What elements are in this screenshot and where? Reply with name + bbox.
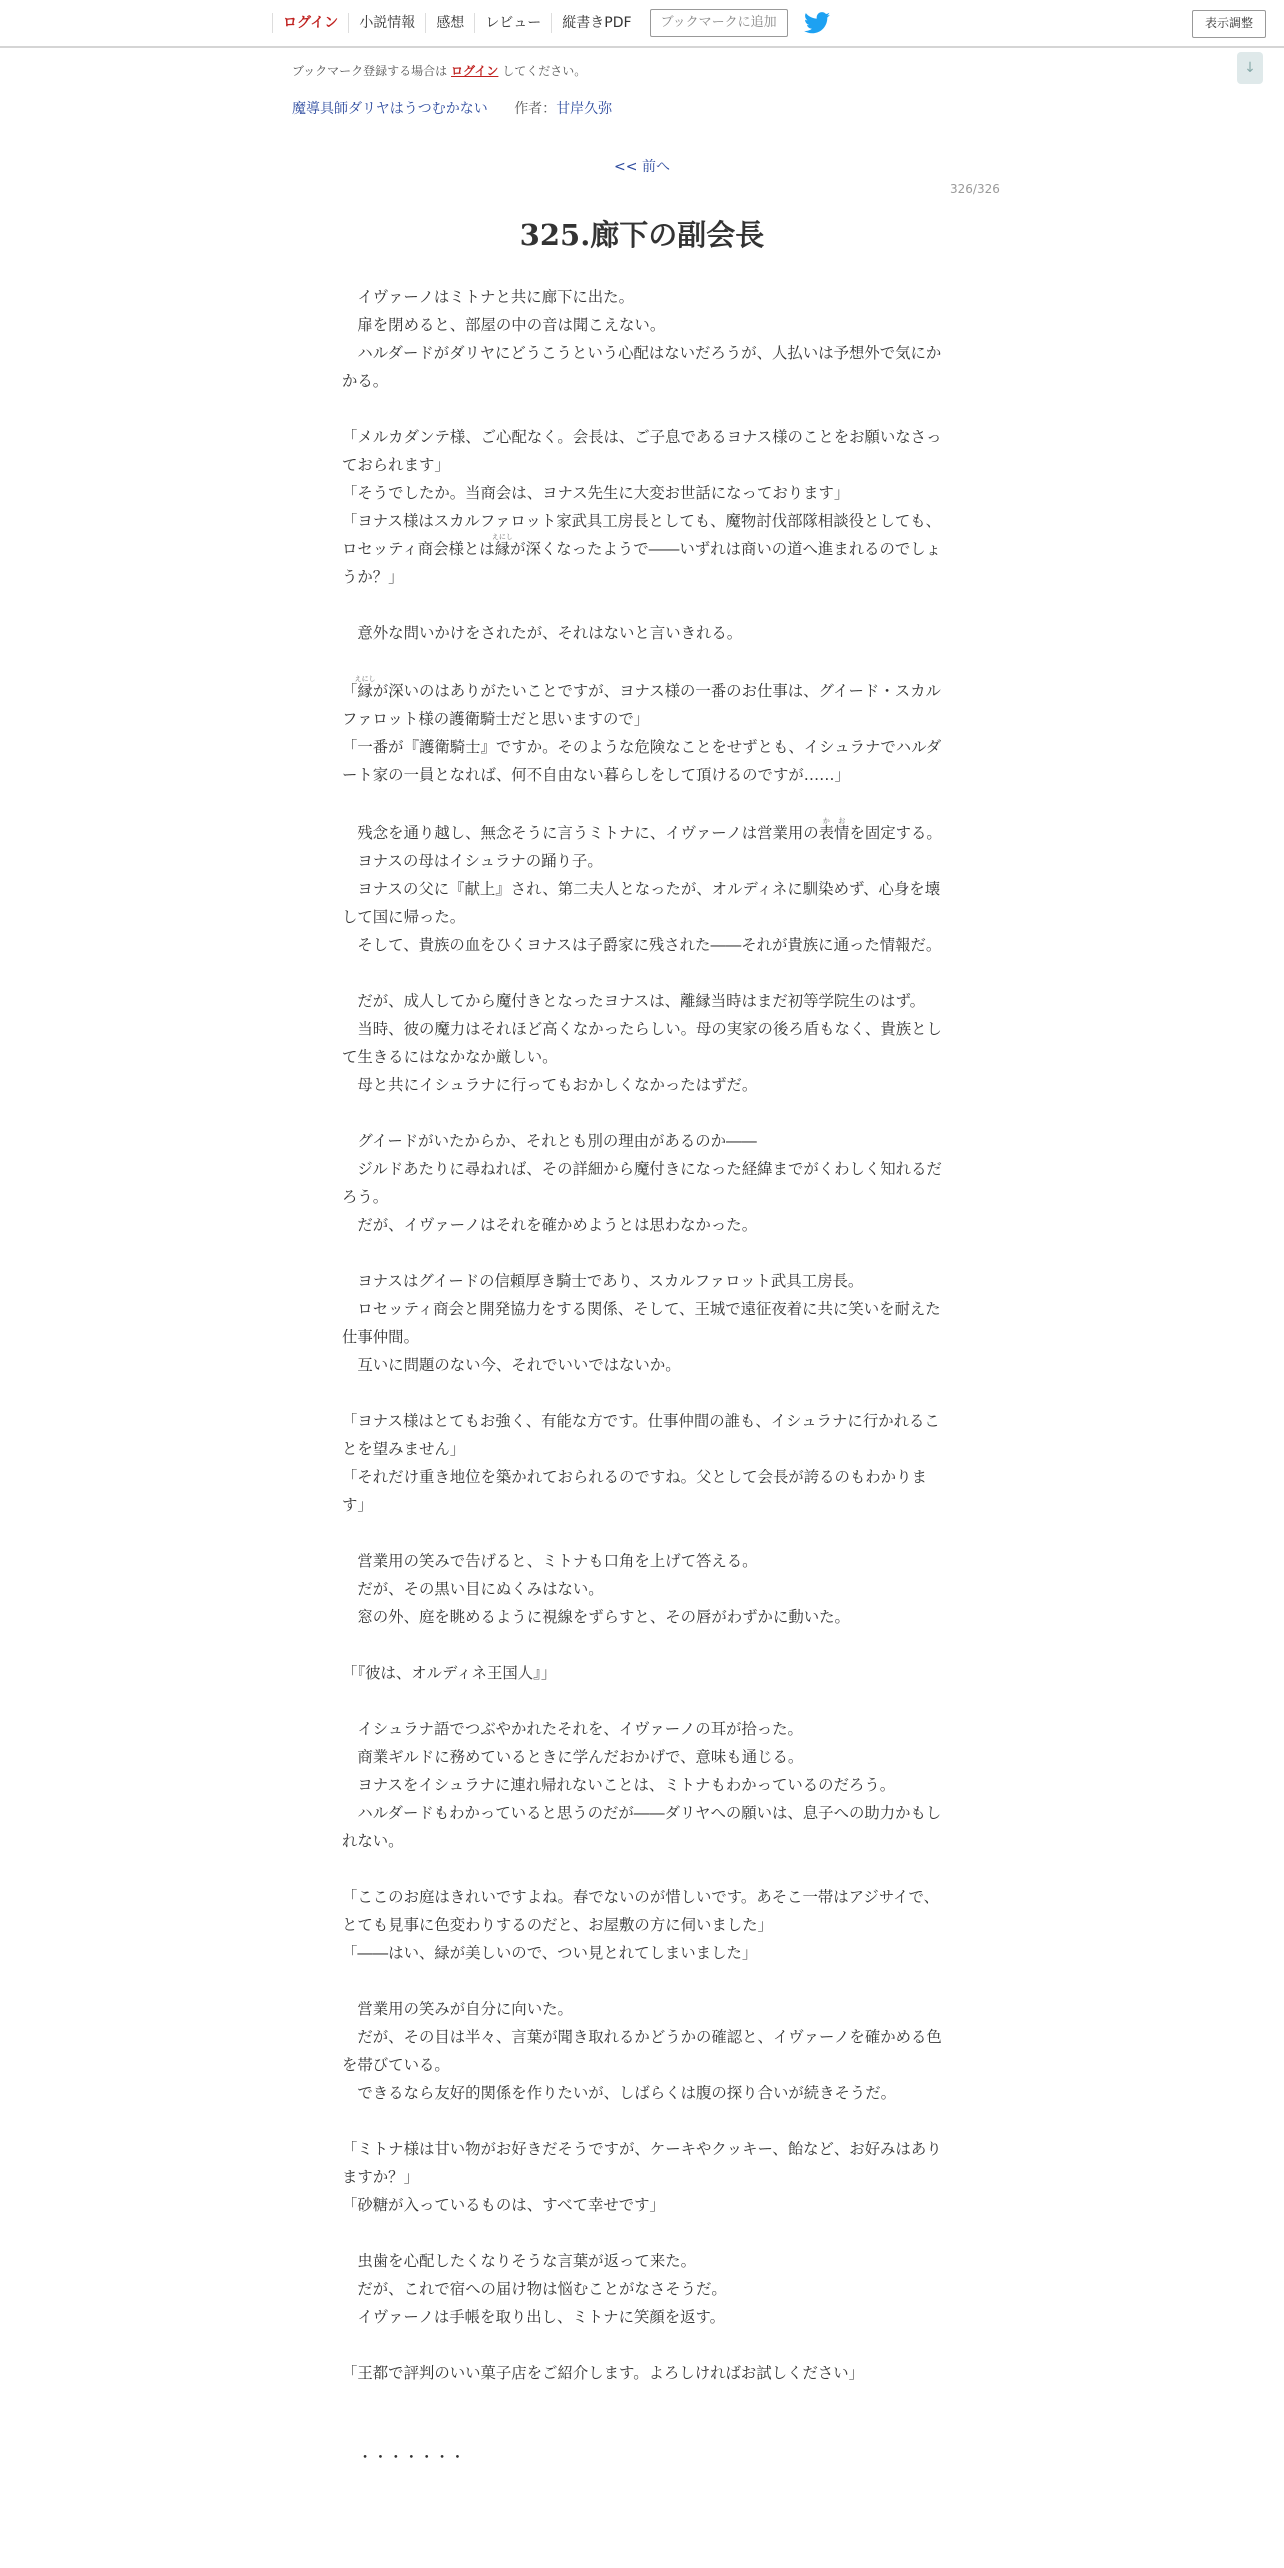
blank-line xyxy=(342,395,942,423)
body-paragraph: 「砂糖が入っているものは、すべて幸せです」 xyxy=(342,2196,665,2214)
nav-vertical-pdf[interactable]: 縦書きPDF xyxy=(551,13,641,33)
author-label: 作者： xyxy=(514,101,557,117)
prev-page-link-wrap xyxy=(0,156,1284,176)
body-paragraph: ヨナスの母はイシュラナの踊り子。 xyxy=(342,852,603,870)
blank-line xyxy=(342,1855,942,1883)
blank-line xyxy=(342,1239,942,1267)
ruby-annotation: 縁えにし xyxy=(354,675,376,700)
top-header xyxy=(0,0,1284,48)
body-paragraph: 残念を通り越し、無念そうに言うミトナに、イヴァーノは営業用の表情かおを固定する。 xyxy=(342,817,942,842)
body-paragraph: 「――はい、緑が美しいので、つい見とれてしまいました」 xyxy=(342,1944,758,1962)
blank-line xyxy=(342,1099,942,1127)
body-paragraph: 窓の外、庭を眺めるように視線をずらすと、その唇がわずかに動いた。 xyxy=(342,1608,850,1626)
body-paragraph: 「そうでしたか。当商会は、ヨナス先生に大変お世話になっております」 xyxy=(342,484,850,502)
body-paragraph: そして、貴族の血をひくヨナスは子爵家に残された――それが貴族に通った情報だ。 xyxy=(342,936,942,954)
nav-review[interactable]: レビュー xyxy=(474,13,551,33)
body-paragraph: ヨナスの父に『献上』され、第二夫人となったが、オルディネに馴染めず、心身を壊して国に帰った。 xyxy=(342,880,941,926)
body-paragraph: ・・・・・・・ xyxy=(342,2448,466,2466)
body-paragraph: 扉を閉めると、部屋の中の音は聞こえない。 xyxy=(342,316,666,334)
body-paragraph: 「『彼は、オルディネ王国人』」 xyxy=(342,1664,557,1682)
notice-text-after: してください。 xyxy=(502,64,587,78)
blank-line xyxy=(342,2387,942,2415)
body-paragraph: だが、その黒い目にぬくみはない。 xyxy=(342,1580,604,1598)
blank-line xyxy=(342,2415,942,2443)
notice-login-link[interactable]: ログイン xyxy=(451,64,499,78)
twitter-bird-shape xyxy=(804,12,830,34)
blank-line xyxy=(342,1967,942,1995)
body-paragraph: グイードがいたからか、それとも別の理由があるのか―― xyxy=(342,1132,757,1150)
body-paragraph: 「ヨナス様はとてもお強く、有能な方です。仕事仲間の誰も、イシュラナに行かれることを望みません」 xyxy=(342,1412,940,1458)
notice-text-before: ブックマーク登録する場合は xyxy=(292,64,448,78)
blank-line xyxy=(342,647,942,675)
chapter-body xyxy=(342,283,942,2471)
nav-login[interactable]: ログイン xyxy=(272,13,348,33)
blank-line xyxy=(342,1519,942,1547)
body-paragraph: イヴァーノは手帳を取り出し、ミトナに笑顔を返す。 xyxy=(342,2308,726,2326)
novel-info xyxy=(292,98,612,118)
body-paragraph: ヨナスはグイードの信頼厚き騎士であり、スカルファロット武具工房長。 xyxy=(342,1272,864,1290)
body-paragraph: だが、イヴァーノはそれを確かめようとは思わなかった。 xyxy=(342,1216,758,1234)
blank-line xyxy=(342,1631,942,1659)
blank-line xyxy=(342,1379,942,1407)
body-paragraph: 営業用の笑みが自分に向いた。 xyxy=(342,2000,573,2018)
add-bookmark-button[interactable]: ブックマークに追加 xyxy=(650,9,788,37)
body-paragraph: ヨナスをイシュラナに連れ帰れないことは、ミトナもわかっているのだろう。 xyxy=(342,1776,896,1794)
nav-novel-info[interactable]: 小説情報 xyxy=(348,13,425,33)
body-paragraph: だが、その目は半々、言葉が聞き取れるかどうかの確認と、イヴァーノを確かめる色を帯びている。 xyxy=(342,2028,942,2074)
twitter-icon[interactable] xyxy=(804,12,830,34)
chapter-title: 325.廊下の副会長 xyxy=(519,218,765,252)
body-paragraph: 意外な問いかけをされたが、それはないと言いきれる。 xyxy=(342,624,743,642)
body-paragraph: 「ここのお庭はきれいですよね。春でないのが惜しいです。あそこ一帯はアジサイで、とても見事に色変わりするのだと、お屋敷の方に伺いました」 xyxy=(342,1888,940,1934)
body-paragraph: 商業ギルドに務めているときに学んだおかげで、意味も通じる。 xyxy=(342,1748,804,1766)
blank-line xyxy=(342,2107,942,2135)
blank-line xyxy=(342,2219,942,2247)
body-paragraph: 「王都で評判のいい菓子店をご紹介します。よろしければお試しください」 xyxy=(342,2364,865,2382)
ruby-annotation: 縁えにし xyxy=(491,533,513,558)
display-settings-button[interactable]: 表示調整 xyxy=(1192,10,1266,38)
body-paragraph: 「一番が『護衛騎士』ですか。そのような危険なことをせずとも、イシュラナでハルダート家の一員となれば、何不自由ない暮らしをして頂けるのですが……」 xyxy=(342,738,942,784)
body-paragraph: 「ヨナス様はスカルファロット家武具工房長としても、魔物討伐部隊相談役としても、ロセッティ商会様とは縁えにしが深くなったようで――いずれは商いの道へ進まれるのでしょうか？」 xyxy=(342,512,942,586)
header-nav xyxy=(272,0,830,46)
body-paragraph: ハルダードもわかっていると思うのだが――ダリヤへの願いは、息子への助力かもしれない。 xyxy=(342,1804,942,1850)
body-paragraph: 「ミトナ様は甘い物がお好きだそうですが、ケーキやクッキー、飴など、お好みはありますか？」 xyxy=(342,2140,942,2186)
blank-line xyxy=(342,959,942,987)
blank-line xyxy=(342,1687,942,1715)
page-number: 326/326 xyxy=(950,182,1000,196)
blank-line xyxy=(342,2331,942,2359)
body-paragraph: ロセッティ商会と開発協力をする関係、そして、王城で遠征夜着に共に笑いを耐えた仕事仲間。 xyxy=(342,1300,941,1346)
body-paragraph: イヴァーノはミトナと共に廊下に出た。 xyxy=(342,288,634,306)
body-paragraph: イシュラナ語でつぶやかれたそれを、イヴァーノの耳が拾った。 xyxy=(342,1720,803,1738)
body-paragraph: 母と共にイシュラナに行ってもおかしくなかったはずだ。 xyxy=(342,1076,758,1094)
ruby-annotation: 表情かお xyxy=(818,817,850,842)
body-paragraph: 「縁えにしが深いのはありがたいことですが、ヨナス様の一番のお仕事は、グイード・スカルファロット様の護衛騎士だと思いますので」 xyxy=(342,675,941,728)
login-notice xyxy=(292,62,586,79)
nav-impressions[interactable]: 感想 xyxy=(425,13,474,33)
prev-page-link[interactable]: << 前へ xyxy=(614,159,670,175)
body-paragraph: 当時、彼の魔力はそれほど高くなかったらしい。母の実家の後ろ盾もなく、貴族として生きるにはなかなか厳しい。 xyxy=(342,1020,942,1066)
body-paragraph: 互いに問題のない今、それでいいではないか。 xyxy=(342,1356,681,1374)
blank-line xyxy=(342,789,942,817)
body-paragraph: ジルドあたりに尋ねれば、その詳細から魔付きになった経緯までがくわしく知れるだろう。 xyxy=(342,1160,942,1206)
body-paragraph: 営業用の笑みで告げると、ミトナも口角を上げて答える。 xyxy=(342,1552,758,1570)
arrow-down-icon[interactable]: ↓ xyxy=(1237,52,1263,84)
author-link[interactable]: 甘岸久弥 xyxy=(556,101,613,117)
body-paragraph: 「それだけ重き地位を築かれておられるのですね。父として会長が誇るのもわかります」 xyxy=(342,1468,927,1514)
body-paragraph: 虫歯を心配したくなりそうな言葉が返って来た。 xyxy=(342,2252,696,2270)
body-paragraph: ハルダードがダリヤにどうこうという心配はないだろうが、人払いは予想外で気にかかる。 xyxy=(342,344,942,390)
body-paragraph: だが、成人してから魔付きとなったヨナスは、離縁当時はまだ初等学院生のはず。 xyxy=(342,992,925,1010)
novel-title-link[interactable]: 魔導具師ダリヤはうつむかない xyxy=(292,101,488,117)
body-paragraph: 「メルカダンテ様、ご心配なく。会長は、ご子息であるヨナス様のことをお願いなさっておられます」 xyxy=(342,428,942,474)
blank-line xyxy=(342,591,942,619)
body-paragraph: だが、これで宿への届け物は悩むことがなさそうだ。 xyxy=(342,2280,727,2298)
body-paragraph: できるなら友好的関係を作りたいが、しばらくは腹の探り合いが続きそうだ。 xyxy=(342,2084,897,2102)
